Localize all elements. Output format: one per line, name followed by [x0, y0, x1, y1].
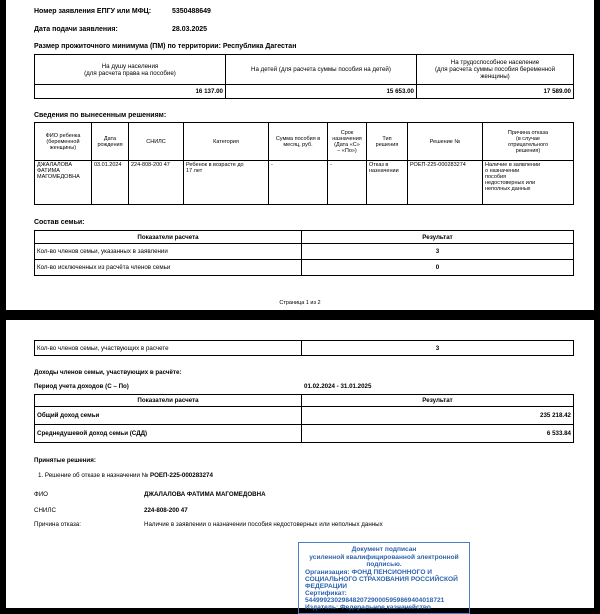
family-row-value: 0 [302, 260, 574, 276]
income-row-label: Среднедушевой доход семьи (СДД) [35, 425, 302, 443]
decisions-table [34, 122, 574, 205]
page-footer: Страница 1 из 2 [279, 300, 321, 306]
dec-h-type: Тип решения [367, 123, 408, 161]
app-number-value: 5350488649 [172, 8, 211, 15]
dec-snils: 224-808-200 47 [129, 161, 184, 205]
date-value: 28.03.2025 [172, 26, 208, 33]
family-h-result: Результат [302, 231, 574, 244]
income-title: Доходы членов семьи, участвующих в расчёте: [34, 369, 182, 376]
reason-label: Причина отказа: [34, 521, 81, 528]
dec-h-amount: Сумма пособия в месяц, руб. [269, 123, 328, 161]
pm-value-children: 15 653.00 [226, 85, 417, 99]
snils-label: СНИЛС [34, 507, 56, 514]
family-row-value: 3 [302, 244, 574, 260]
dec-birth: 03.01.2024 [92, 161, 129, 205]
accepted-decisions-title: Принятые решения: [34, 457, 96, 464]
family-row-label: Кол-во членов семьи, участвующих в расчете [35, 341, 302, 356]
electronic-signature-stamp [298, 542, 470, 614]
dec-h-period: Срок назначения (Дата «С» – «По») [328, 123, 367, 161]
family-continued-table [34, 340, 574, 356]
decision-item-prefix: 1. Решение об отказе в назначении № [38, 472, 149, 479]
stamp-issuer: Издатель: Федеральное казначейство [305, 603, 431, 611]
dec-h-fio: ФИО ребенка (беременной женщины) [35, 123, 92, 161]
dec-h-snils: СНИЛС [129, 123, 184, 161]
income-row-value: 6 533.84 [302, 425, 574, 443]
date-label: Дата подачи заявления: [34, 26, 118, 33]
income-table [34, 394, 574, 443]
pm-header-per-capita: На душу населения (для расчета права на пособие) [35, 55, 226, 85]
pm-value-working: 17 589.00 [417, 85, 574, 99]
dec-h-category: Категория [184, 123, 269, 161]
period-value: 01.02.2024 - 31.01.2025 [304, 383, 372, 390]
income-row-label: Общий доход семьи [35, 407, 302, 425]
reason-value: Наличие в заявлении о назначении пособия недостоверных или неполных данных [144, 521, 383, 528]
income-h-indicator: Показатели расчета [35, 395, 302, 407]
decisions-title: Сведения по вынесенным решениям: [34, 112, 167, 119]
family-row-value: 3 [302, 341, 574, 356]
dec-h-reason: Причина отказа (в случае отрицательного решения) [483, 123, 574, 161]
dec-fio: ДЖАЛАЛОВА ФАТИМА МАГОМЕДОВНА [35, 161, 92, 205]
document-page-1 [6, 0, 594, 310]
pm-header-working: На трудоспособное население (для расчета суммы пособия беременной женщины) [417, 55, 574, 85]
income-row-value: 235 218.42 [302, 407, 574, 425]
stamp-title: Документ подписан усиленной квалифицированной электронной подписью. [309, 546, 459, 568]
dec-number: РОЕП-225-000283274 [408, 161, 483, 205]
pm-header-children: На детей (для расчета суммы пособия на детей) [226, 55, 417, 85]
app-number-label: Номер заявления ЕПГУ или МФЦ: [34, 8, 152, 15]
dec-amount: - [269, 161, 328, 205]
document-page-2 [6, 320, 594, 611]
dec-type: Отказ в назначении [367, 161, 408, 205]
dec-h-birth: Дата рождения [92, 123, 129, 161]
pm-table [34, 54, 574, 99]
stamp-organization: Организация: ФОНД ПЕНСИОННОГО И СОЦИАЛЬНОГО СТРАХОВАНИЯ РОССИЙСКОЙ ФЕДЕРАЦИИ [305, 568, 458, 590]
income-h-result: Результат [302, 395, 574, 407]
family-row-label: Кол-во исключенных из расчёта членов семьи [35, 260, 302, 276]
decision-item-number: РОЕП-225-000283274 [150, 472, 213, 479]
dec-h-number: Решение № [408, 123, 483, 161]
dec-category: Ребенок в возрасте до 17 лет [184, 161, 269, 205]
snils-value: 224-808-200 47 [144, 507, 188, 514]
fio-label: ФИО [34, 491, 48, 498]
stamp-certificate: Сертификат: 54499923029848207290005959869404018721 [305, 589, 445, 604]
pm-value-per-capita: 16 137.00 [35, 85, 226, 99]
dec-period: - [328, 161, 367, 205]
family-row-label: Кол-во членов семьи, указанных в заявлении [35, 244, 302, 260]
fio-value: ДЖАЛАЛОВА ФАТИМА МАГОМЕДОВНА [144, 491, 266, 498]
decision-item [38, 472, 213, 479]
family-table [34, 230, 574, 276]
pm-title: Размер прожиточного минимума (ПМ) по территории: Республика Дагестан [34, 43, 297, 50]
dec-reason: Наличие в заявлении о назначении пособия недостоверных или неполных данных [483, 161, 574, 205]
family-h-indicator: Показатели расчета [35, 231, 302, 244]
family-title: Состав семьи: [34, 219, 85, 226]
period-label: Период учета доходов (С – По) [34, 383, 129, 390]
